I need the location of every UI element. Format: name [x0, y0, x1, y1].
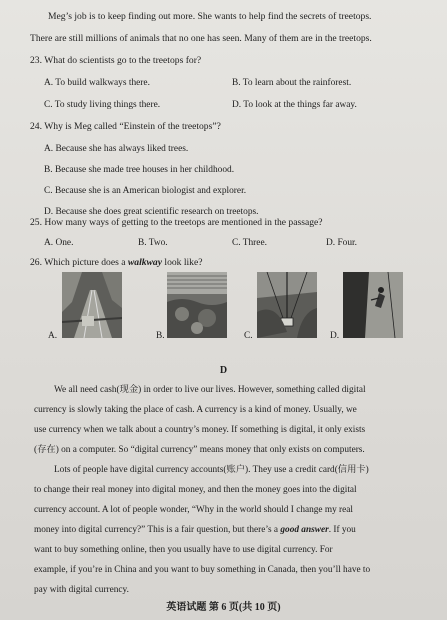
d-p2-line-7: pay with digital currency. [34, 585, 129, 595]
d-p1-line-4: (存在) on a computer. So “digital currency” means money that only exists on computers. [34, 445, 365, 455]
picture-d-tree-climber [343, 272, 403, 338]
d-p1-line-2: currency is slowly taking the place of cash. A currency is a kind of money. Usually, we [34, 405, 357, 415]
q23-option-a: A. To build walkways there. [44, 78, 150, 88]
q23-option-d: D. To look at the things far away. [232, 100, 357, 110]
d-p2-line-2: to change their real money into digital money, and then the money goes into the digital [34, 485, 357, 495]
q23-option-c: C. To study living things there. [44, 100, 161, 110]
d-p2-line-3: currency account. A lot of people wonder, “Why in the world should I change my real [34, 505, 353, 515]
d-p2-line-4: money into digital currency?” This is a fair question, but there’s a good answer. If you [34, 525, 356, 535]
q23-option-b: B. To learn about the rainforest. [232, 78, 352, 88]
d-p2-line-1: Lots of people have digital currency accounts(账户). They use a credit card(信用卡) [54, 465, 369, 475]
d-p2-line-6: example, if you’re in China and you want to buy something in Canada, then you’ll have to [34, 565, 371, 575]
page-footer: 英语试题 第 6 页(共 10 页) [166, 602, 281, 613]
d-p1-line-3: use currency when we talk about a country’s money. If something is digital, it only exists [34, 425, 366, 435]
picture-label-c: C. [244, 331, 253, 341]
good-answer-emphasis: good answer [280, 525, 329, 535]
question-26-stem: 26. Which picture does a walkway look like? [30, 257, 203, 268]
picture-b-treetop-view [167, 272, 227, 338]
picture-a-walkway-bridge [62, 272, 122, 338]
walkway-emphasis: walkway [127, 257, 162, 268]
d-p1-line-1: We all need cash(现金) in order to live our lives. However, something called digital [54, 385, 366, 395]
picture-label-d: D. [330, 331, 340, 341]
q24-option-c: C. Because she is an American biologist and explorer. [44, 186, 247, 196]
d-p2-line-5: want to buy something online, then you usually have to use digital currency. For [34, 545, 333, 555]
intro-line-1: Meg’s job is to keep finding out more. She wants to help find the secrets of treetops. [48, 11, 372, 22]
picture-c-cable-car [257, 272, 317, 338]
intro-line-2: There are still millions of animals that no one has seen. Many of them are in the treetops. [30, 33, 372, 44]
picture-label-b: B. [156, 331, 165, 341]
q25-option-a: A. One. [44, 238, 74, 248]
q24-option-a: A. Because she has always liked trees. [44, 144, 189, 154]
question-23-stem: 23. What do scientists go to the treetops for? [30, 55, 202, 66]
section-d-heading: D [219, 365, 228, 376]
question-25-stem: 25. How many ways of getting to the treetops are mentioned in the passage? [30, 217, 323, 228]
q25-option-c: C. Three. [232, 238, 267, 248]
picture-label-a: A. [48, 331, 58, 341]
q24-option-d: D. Because she does great scientific research on treetops. [44, 207, 259, 217]
q25-option-b: B. Two. [138, 238, 168, 248]
q25-option-d: D. Four. [326, 238, 357, 248]
question-24-stem: 24. Why is Meg called “Einstein of the treetops”? [30, 121, 221, 132]
q24-option-b: B. Because she made tree houses in her childhood. [44, 165, 235, 175]
